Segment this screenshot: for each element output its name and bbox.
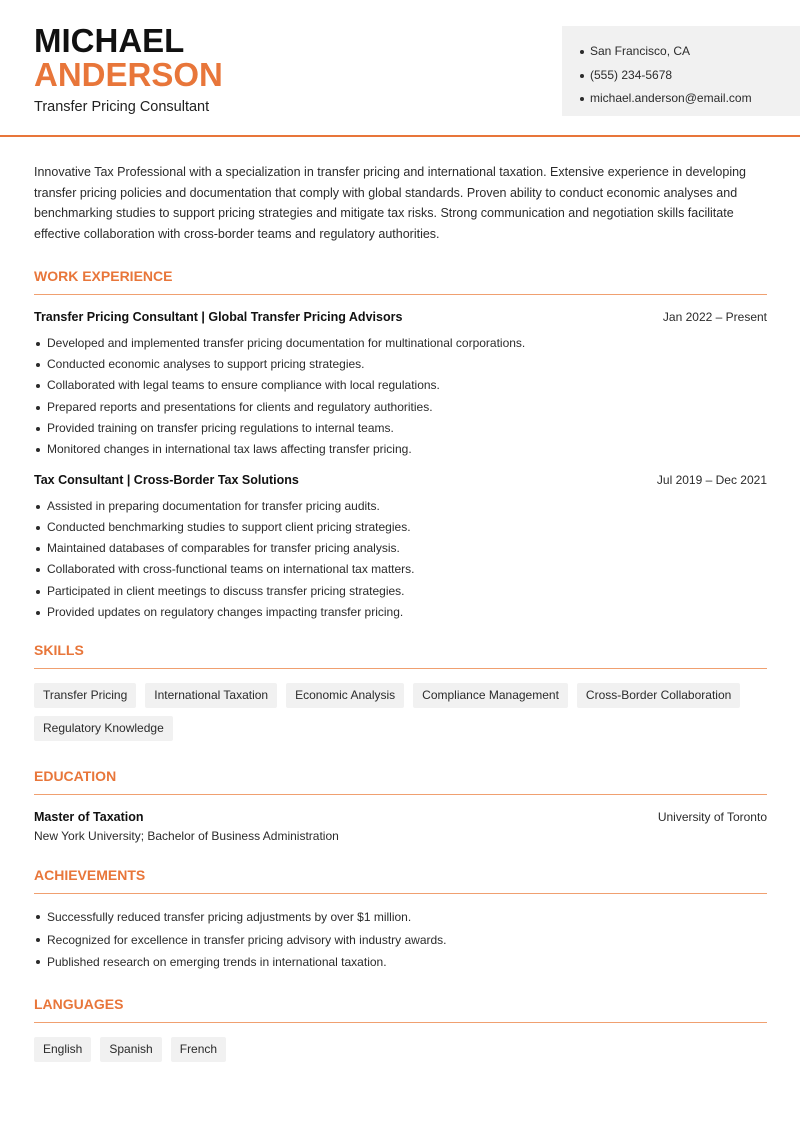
school: University of Toronto [657, 810, 767, 825]
skill-tag: Regulatory Knowledge [34, 716, 173, 741]
skill-tag: Economic Analysis [286, 683, 404, 708]
language-tag: French [171, 1037, 226, 1062]
section-title-education: EDUCATION [34, 768, 767, 795]
job-role: Transfer Pricing Consultant | Global Transfer Pricing Advisors [34, 309, 403, 324]
resume-body [34, 162, 767, 1062]
language-tag: Spanish [100, 1037, 161, 1062]
list-item: Monitored changes in international tax laws affecting transfer pricing. [34, 439, 767, 460]
skill-tag: Compliance Management [413, 683, 568, 708]
section-title-languages: LANGUAGES [34, 996, 767, 1023]
list-item: Published research on emerging trends in international taxation. [34, 951, 767, 974]
list-item: Developed and implemented transfer pricing documentation for multinational corporations. [34, 333, 767, 354]
list-item: Recognized for excellence in transfer pricing advisory with industry awards. [34, 929, 767, 952]
job-entry [34, 473, 767, 624]
resume-header [0, 0, 800, 137]
skill-tag: Cross-Border Collaboration [577, 683, 740, 708]
skill-tag: International Taxation [145, 683, 277, 708]
list-item: Maintained databases of comparables for transfer pricing analysis. [34, 538, 767, 559]
job-dates: Jan 2022 – Present [662, 309, 767, 324]
section-title-work: WORK EXPERIENCE [34, 268, 767, 295]
list-item: Collaborated with cross-functional teams on international tax matters. [34, 559, 767, 580]
list-item: Successfully reduced transfer pricing adjustments by over $1 million. [34, 906, 767, 929]
list-item: Prepared reports and presentations for clients and regulatory authorities. [34, 397, 767, 418]
summary: Innovative Tax Professional with a specialization in transfer pricing and international taxation. Extensive experience in developing transfer pricing policies and documentation that comply with global standards. Proven ability to conduct economic analyses and benchmarking studies to support pricing strategies and mitigate tax risks. Strong communication and negotiation skills facilitate effective collaboration with cross-border teams and regulatory authorities. [34, 165, 746, 242]
language-tag: English [34, 1037, 91, 1062]
contact-location: San Francisco, CA [580, 40, 800, 64]
list-item: Participated in client meetings to discuss transfer pricing strategies. [34, 581, 767, 602]
list-item: Collaborated with legal teams to ensure compliance with local regulations. [34, 375, 767, 396]
first-name: MICHAEL [34, 22, 185, 59]
skills-section [34, 642, 767, 741]
section-title-skills: SKILLS [34, 642, 767, 669]
job-title: Transfer Pricing Consultant [34, 99, 210, 115]
contact-phone: (555) 234-5678 [580, 64, 800, 88]
list-item: Assisted in preparing documentation for transfer pricing audits. [34, 496, 767, 517]
work-section [34, 268, 767, 624]
job-entry [34, 310, 767, 461]
list-item: Provided training on transfer pricing regulations to internal teams. [34, 418, 767, 439]
job-dates: Jul 2019 – Dec 2021 [656, 472, 767, 487]
list-item: Conducted benchmarking studies to support client pricing strategies. [34, 517, 767, 538]
last-name: ANDERSON [34, 56, 223, 93]
education-detail: New York University; Bachelor of Business Administration [34, 829, 339, 844]
job-role: Tax Consultant | Cross-Border Tax Solutions [34, 472, 299, 487]
contact-box [562, 26, 800, 116]
skill-tag: Transfer Pricing [34, 683, 136, 708]
list-item: Conducted economic analyses to support pricing strategies. [34, 354, 767, 375]
degree: Master of Taxation [34, 810, 144, 825]
education-section [34, 768, 767, 843]
contact-email[interactable]: michael.anderson@email.com [580, 87, 800, 111]
list-item: Provided updates on regulatory changes impacting transfer pricing. [34, 602, 767, 623]
achievements-section [34, 867, 767, 974]
section-title-achievements: ACHIEVEMENTS [34, 867, 767, 894]
languages-section [34, 996, 767, 1062]
